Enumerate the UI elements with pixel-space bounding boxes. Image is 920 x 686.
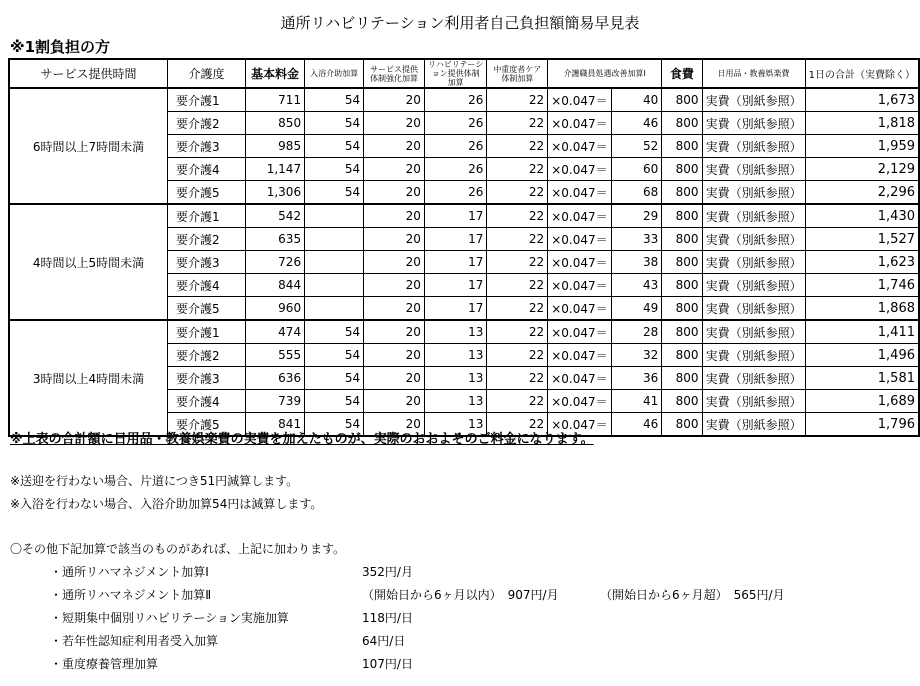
care-level-cell: 要介護5	[168, 413, 246, 437]
header-base-fee: 基本料金	[245, 59, 304, 88]
rehab-cell: 13	[424, 390, 486, 413]
enhance-cell: 20	[364, 181, 425, 205]
service-time-cell: 6時間以上7時間未満	[9, 88, 168, 204]
actual-cost-cell: 実費（別紙参照）	[702, 88, 805, 112]
base-fee-cell: 1,306	[245, 181, 304, 205]
severe-care-cell: 22	[487, 204, 548, 228]
meal-cell: 800	[662, 135, 702, 158]
base-fee-cell: 739	[245, 390, 304, 413]
rehab-cell: 17	[424, 204, 486, 228]
multiplier-cell: ×0.047＝	[548, 204, 611, 228]
multiplier-cell: ×0.047＝	[548, 344, 611, 367]
total-cell: 1,818	[805, 112, 919, 135]
multiplier-cell: ×0.047＝	[548, 367, 611, 390]
header-row	[9, 59, 919, 88]
multiplier-cell: ×0.047＝	[548, 320, 611, 344]
addition-name: ・若年性認知症利用者受入加算	[50, 634, 219, 648]
total-cell: 1,496	[805, 344, 919, 367]
addition-value: 107円/日	[362, 657, 413, 671]
table-row	[9, 320, 919, 344]
actual-cost-cell: 実費（別紙参照）	[702, 204, 805, 228]
base-fee-cell: 711	[245, 88, 304, 112]
header-service-enhance: サービス提供体制強化加算	[364, 59, 425, 88]
header-daily-goods: 日用品・教養娯楽費	[702, 59, 805, 88]
meal-cell: 800	[662, 274, 702, 297]
care-level-cell: 要介護3	[168, 135, 246, 158]
note-bath: ※入浴を行わない場合、入浴介助加算54円は減算します。	[10, 497, 323, 511]
actual-cost-cell: 実費（別紙参照）	[702, 390, 805, 413]
enhance-cell: 20	[364, 413, 425, 437]
care-level-cell: 要介護3	[168, 251, 246, 274]
care-level-cell: 要介護2	[168, 228, 246, 251]
actual-cost-cell: 実費（別紙参照）	[702, 320, 805, 344]
total-cell: 1,411	[805, 320, 919, 344]
additions-intro: 〇その他下記加算で該当のものがあれば、上記に加わります。	[10, 542, 346, 556]
base-fee-cell: 841	[245, 413, 304, 437]
improve-cell: 38	[611, 251, 662, 274]
care-level-cell: 要介護2	[168, 344, 246, 367]
meal-cell: 800	[662, 158, 702, 181]
bath-cell: 54	[305, 88, 364, 112]
improve-cell: 52	[611, 135, 662, 158]
bath-cell: 54	[305, 320, 364, 344]
care-level-cell: 要介護1	[168, 204, 246, 228]
multiplier-cell: ×0.047＝	[548, 112, 611, 135]
multiplier-cell: ×0.047＝	[548, 297, 611, 321]
notice: ※上表の合計額に日用品・教養娯楽費の実費を加えたものが、実際のおおよそのご料金になります。	[10, 432, 594, 447]
care-level-cell: 要介護1	[168, 320, 246, 344]
severe-care-cell: 22	[487, 112, 548, 135]
table-row	[9, 204, 919, 228]
rehab-cell: 13	[424, 413, 486, 437]
base-fee-cell: 844	[245, 274, 304, 297]
service-time-cell: 4時間以上5時間未満	[9, 204, 168, 320]
total-cell: 1,430	[805, 204, 919, 228]
bath-cell: 54	[305, 158, 364, 181]
base-fee-cell: 636	[245, 367, 304, 390]
multiplier-cell: ×0.047＝	[548, 181, 611, 205]
severe-care-cell: 22	[487, 228, 548, 251]
meal-cell: 800	[662, 320, 702, 344]
bath-cell: 54	[305, 413, 364, 437]
actual-cost-cell: 実費（別紙参照）	[702, 274, 805, 297]
addition-name: ・短期集中個別リハビリテーション実施加算	[50, 611, 289, 625]
addition-name: ・重度療養管理加算	[50, 657, 159, 671]
header-meal: 食費	[662, 59, 702, 88]
addition-value: 118円/日	[362, 611, 413, 625]
fee-table	[8, 58, 920, 437]
rehab-cell: 26	[424, 158, 486, 181]
total-cell: 1,673	[805, 88, 919, 112]
header-daily-total: 1日の合計（実費除く）	[805, 59, 919, 88]
base-fee-cell: 726	[245, 251, 304, 274]
base-fee-cell: 960	[245, 297, 304, 321]
multiplier-cell: ×0.047＝	[548, 274, 611, 297]
service-time-cell: 3時間以上4時間未満	[9, 320, 168, 436]
bath-cell: 54	[305, 181, 364, 205]
meal-cell: 800	[662, 112, 702, 135]
multiplier-cell: ×0.047＝	[548, 390, 611, 413]
severe-care-cell: 22	[487, 320, 548, 344]
improve-cell: 60	[611, 158, 662, 181]
addition-name: ・通所リハマネジメント加算Ⅰ	[50, 565, 209, 579]
severe-care-cell: 22	[487, 344, 548, 367]
improve-cell: 33	[611, 228, 662, 251]
meal-cell: 800	[662, 181, 702, 205]
enhance-cell: 20	[364, 367, 425, 390]
enhance-cell: 20	[364, 344, 425, 367]
multiplier-cell: ×0.047＝	[548, 88, 611, 112]
actual-cost-cell: 実費（別紙参照）	[702, 228, 805, 251]
improve-cell: 32	[611, 344, 662, 367]
care-level-cell: 要介護4	[168, 390, 246, 413]
rehab-cell: 13	[424, 320, 486, 344]
multiplier-cell: ×0.047＝	[548, 135, 611, 158]
enhance-cell: 20	[364, 297, 425, 321]
enhance-cell: 20	[364, 112, 425, 135]
base-fee-cell: 1,147	[245, 158, 304, 181]
severe-care-cell: 22	[487, 390, 548, 413]
care-level-cell: 要介護4	[168, 274, 246, 297]
multiplier-cell: ×0.047＝	[548, 158, 611, 181]
improve-cell: 68	[611, 181, 662, 205]
improve-cell: 46	[611, 112, 662, 135]
total-cell: 2,129	[805, 158, 919, 181]
severe-care-cell: 22	[487, 135, 548, 158]
total-cell: 2,296	[805, 181, 919, 205]
severe-care-cell: 22	[487, 413, 548, 437]
bath-cell: 54	[305, 112, 364, 135]
enhance-cell: 20	[364, 274, 425, 297]
base-fee-cell: 542	[245, 204, 304, 228]
improve-cell: 40	[611, 88, 662, 112]
actual-cost-cell: 実費（別紙参照）	[702, 158, 805, 181]
severe-care-cell: 22	[487, 297, 548, 321]
enhance-cell: 20	[364, 158, 425, 181]
enhance-cell: 20	[364, 88, 425, 112]
total-cell: 1,868	[805, 297, 919, 321]
total-cell: 1,689	[805, 390, 919, 413]
base-fee-cell: 474	[245, 320, 304, 344]
actual-cost-cell: 実費（別紙参照）	[702, 135, 805, 158]
rehab-cell: 17	[424, 274, 486, 297]
addition-value: 352円/月	[362, 565, 413, 579]
rehab-cell: 17	[424, 228, 486, 251]
actual-cost-cell: 実費（別紙参照）	[702, 251, 805, 274]
bath-cell	[305, 204, 364, 228]
bath-cell: 54	[305, 344, 364, 367]
total-cell: 1,581	[805, 367, 919, 390]
table-row	[9, 88, 919, 112]
actual-cost-cell: 実費（別紙参照）	[702, 344, 805, 367]
meal-cell: 800	[662, 204, 702, 228]
base-fee-cell: 635	[245, 228, 304, 251]
rehab-cell: 26	[424, 135, 486, 158]
header-bath: 入浴介助加算	[305, 59, 364, 88]
meal-cell: 800	[662, 251, 702, 274]
total-cell: 1,527	[805, 228, 919, 251]
care-level-cell: 要介護4	[168, 158, 246, 181]
bath-cell	[305, 297, 364, 321]
actual-cost-cell: 実費（別紙参照）	[702, 112, 805, 135]
rehab-cell: 13	[424, 344, 486, 367]
meal-cell: 800	[662, 297, 702, 321]
meal-cell: 800	[662, 367, 702, 390]
improve-cell: 43	[611, 274, 662, 297]
severe-care-cell: 22	[487, 181, 548, 205]
page-title: 通所リハビリテーション利用者自己負担額簡易早見表	[280, 14, 640, 32]
bath-cell: 54	[305, 135, 364, 158]
bath-cell	[305, 251, 364, 274]
note-transport: ※送迎を行わない場合、片道につき51円減算します。	[10, 474, 299, 488]
bath-cell	[305, 228, 364, 251]
actual-cost-cell: 実費（別紙参照）	[702, 181, 805, 205]
header-rehab-system: リハビリテーション提供体制加算	[424, 59, 486, 88]
care-level-cell: 要介護3	[168, 367, 246, 390]
bath-cell: 54	[305, 390, 364, 413]
meal-cell: 800	[662, 228, 702, 251]
header-care-level: 介護度	[168, 59, 246, 88]
severe-care-cell: 22	[487, 274, 548, 297]
header-service-time: サービス提供時間	[9, 59, 168, 88]
bath-cell	[305, 274, 364, 297]
enhance-cell: 20	[364, 251, 425, 274]
total-cell: 1,959	[805, 135, 919, 158]
meal-cell: 800	[662, 413, 702, 437]
severe-care-cell: 22	[487, 88, 548, 112]
improve-cell: 41	[611, 390, 662, 413]
enhance-cell: 20	[364, 390, 425, 413]
base-fee-cell: 985	[245, 135, 304, 158]
enhance-cell: 20	[364, 135, 425, 158]
rehab-cell: 26	[424, 112, 486, 135]
improve-cell: 49	[611, 297, 662, 321]
rehab-cell: 17	[424, 251, 486, 274]
care-level-cell: 要介護5	[168, 297, 246, 321]
addition-extra: （開始日から6ヶ月超） 565円/月	[600, 588, 785, 602]
total-cell: 1,796	[805, 413, 919, 437]
enhance-cell: 20	[364, 320, 425, 344]
multiplier-cell: ×0.047＝	[548, 413, 611, 437]
multiplier-cell: ×0.047＝	[548, 251, 611, 274]
bath-cell: 54	[305, 367, 364, 390]
severe-care-cell: 22	[487, 367, 548, 390]
header-staff-improve: 介護職員処遇改善加算Ⅰ	[548, 59, 662, 88]
care-level-cell: 要介護2	[168, 112, 246, 135]
meal-cell: 800	[662, 344, 702, 367]
actual-cost-cell: 実費（別紙参照）	[702, 297, 805, 321]
base-fee-cell: 850	[245, 112, 304, 135]
base-fee-cell: 555	[245, 344, 304, 367]
actual-cost-cell: 実費（別紙参照）	[702, 413, 805, 437]
care-level-cell: 要介護5	[168, 181, 246, 205]
meal-cell: 800	[662, 88, 702, 112]
addition-name: ・通所リハマネジメント加算Ⅱ	[50, 588, 212, 602]
care-level-cell: 要介護1	[168, 88, 246, 112]
addition-value: （開始日から6ヶ月以内） 907円/月	[362, 588, 559, 602]
total-cell: 1,746	[805, 274, 919, 297]
meal-cell: 800	[662, 390, 702, 413]
actual-cost-cell: 実費（別紙参照）	[702, 367, 805, 390]
improve-cell: 29	[611, 204, 662, 228]
total-cell: 1,623	[805, 251, 919, 274]
improve-cell: 28	[611, 320, 662, 344]
header-severe-care: 中重度者ケア体制加算	[487, 59, 548, 88]
enhance-cell: 20	[364, 228, 425, 251]
severe-care-cell: 22	[487, 158, 548, 181]
rehab-cell: 13	[424, 367, 486, 390]
severe-care-cell: 22	[487, 251, 548, 274]
rehab-cell: 26	[424, 181, 486, 205]
multiplier-cell: ×0.047＝	[548, 228, 611, 251]
rehab-cell: 17	[424, 297, 486, 321]
improve-cell: 46	[611, 413, 662, 437]
rehab-cell: 26	[424, 88, 486, 112]
enhance-cell: 20	[364, 204, 425, 228]
improve-cell: 36	[611, 367, 662, 390]
subtitle: ※1割負担の方	[10, 38, 111, 56]
addition-value: 64円/日	[362, 634, 406, 648]
